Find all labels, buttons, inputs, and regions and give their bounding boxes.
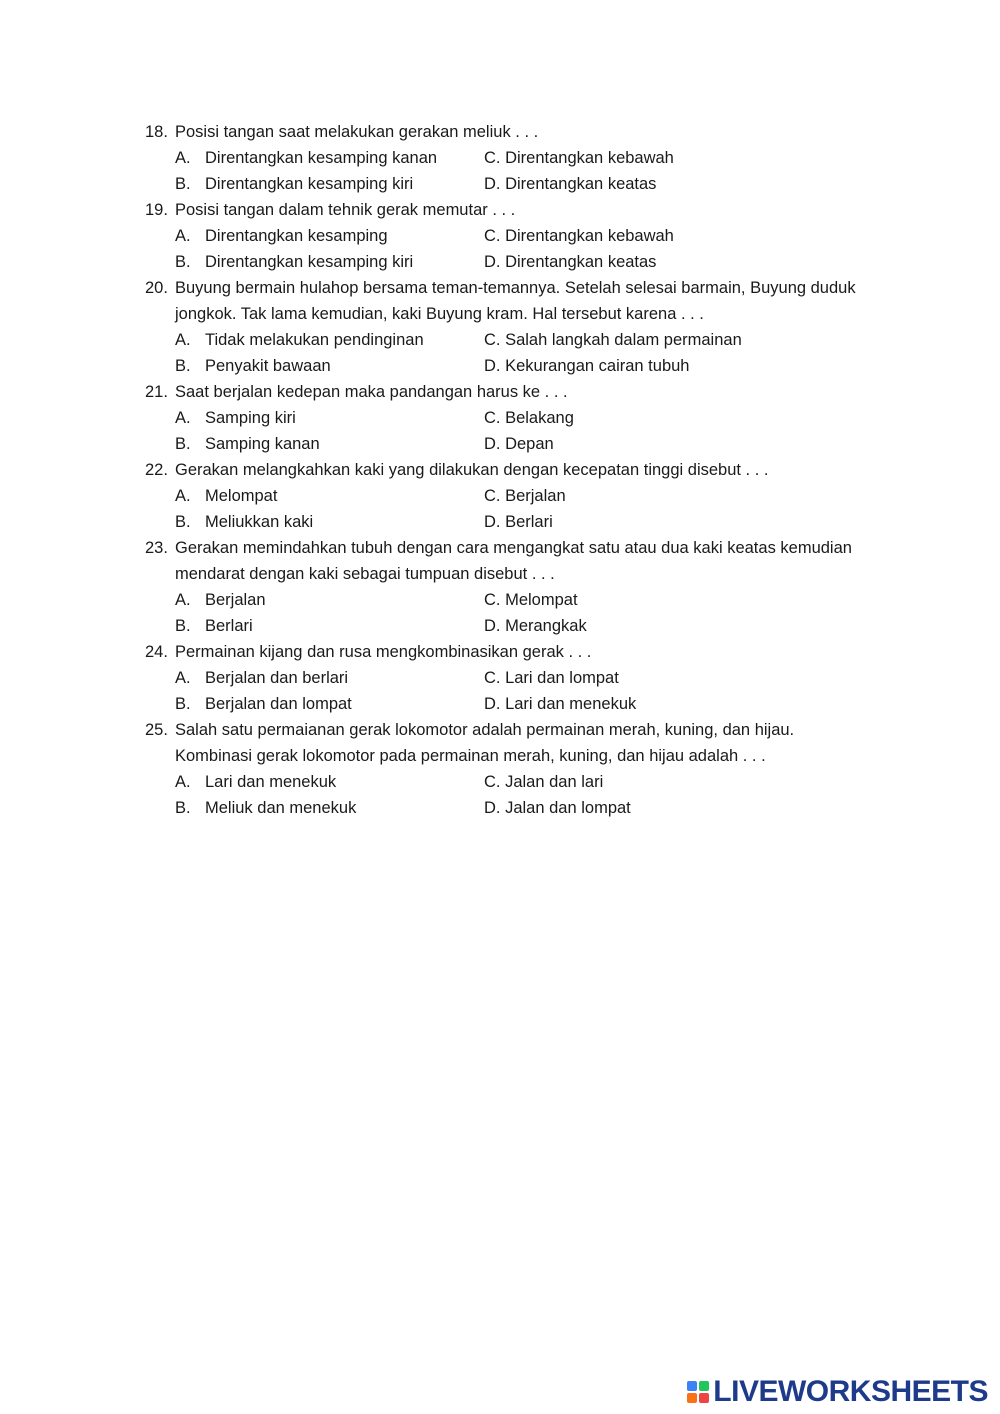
option-c: C. Melompat	[484, 591, 578, 609]
option-d: D. Kekurangan cairan tubuh	[484, 357, 690, 375]
question-24	[0, 639, 1000, 717]
option-row	[175, 431, 1000, 457]
option-a: Direntangkan kesamping	[205, 227, 388, 245]
option-a: Berjalan dan berlari	[205, 669, 349, 687]
question-number: 24.	[145, 643, 168, 661]
logo-tile-4	[699, 1393, 709, 1403]
option-c: C. Direntangkan kebawah	[484, 227, 674, 245]
option-b: Berjalan dan lompat	[205, 695, 352, 713]
option-row	[175, 691, 1000, 717]
option-b-letter: B.	[175, 513, 191, 531]
option-b-letter: B.	[175, 253, 191, 271]
option-a: Samping kiri	[205, 409, 296, 427]
liveworksheets-logo[interactable]	[687, 1374, 988, 1410]
option-a-letter: A.	[175, 591, 191, 609]
question-21	[0, 379, 1000, 457]
option-b: Direntangkan kesamping kiri	[205, 253, 414, 271]
option-a-letter: A.	[175, 669, 191, 687]
option-b: Samping kanan	[205, 435, 320, 453]
question-20	[0, 275, 1000, 379]
option-c: C. Berjalan	[484, 487, 566, 505]
option-a-letter: A.	[175, 409, 191, 427]
option-c: C. Salah langkah dalam permainan	[484, 331, 742, 349]
option-a: Direntangkan kesamping kanan	[205, 149, 438, 167]
option-a: Melompat	[205, 487, 278, 505]
question-text: Gerakan memindahkan tubuh dengan cara mengangkat satu atau dua kaki keatas kemudian mendarat dengan kaki sebagai tumpuan disebut . . .	[175, 539, 852, 583]
option-d: D. Depan	[484, 435, 554, 453]
question-text: Permainan kijang dan rusa mengkombinasikan gerak . . .	[175, 643, 592, 661]
option-b: Direntangkan kesamping kiri	[205, 175, 414, 193]
option-a: Berjalan	[205, 591, 266, 609]
question-25	[0, 717, 1000, 821]
question-18	[0, 119, 1000, 197]
question-22	[0, 457, 1000, 535]
logo-tile-3	[687, 1393, 697, 1403]
option-row	[175, 249, 1000, 275]
question-number: 21.	[145, 383, 168, 401]
question-number: 19.	[145, 201, 168, 219]
logo-tile-2	[699, 1381, 709, 1391]
option-c: C. Lari dan lompat	[484, 669, 619, 687]
logo-tile-1	[687, 1381, 697, 1391]
option-d: D. Lari dan menekuk	[484, 695, 637, 713]
option-a: Lari dan menekuk	[205, 773, 337, 791]
question-number: 18.	[145, 123, 168, 141]
logo-tiles-icon	[687, 1381, 709, 1403]
option-b-letter: B.	[175, 695, 191, 713]
option-b-letter: B.	[175, 357, 191, 375]
option-row	[175, 587, 1000, 613]
option-a-letter: A.	[175, 487, 191, 505]
option-row	[175, 327, 1000, 353]
question-number: 25.	[145, 721, 168, 739]
option-b: Meliuk dan menekuk	[205, 799, 357, 817]
option-a-letter: A.	[175, 331, 191, 349]
worksheet	[0, 119, 1000, 821]
option-row	[175, 145, 1000, 171]
option-row	[175, 405, 1000, 431]
option-row	[175, 483, 1000, 509]
option-b: Penyakit bawaan	[205, 357, 331, 375]
question-text: Posisi tangan saat melakukan gerakan meliuk . . .	[175, 123, 539, 141]
option-d: D. Merangkak	[484, 617, 587, 635]
option-row	[175, 353, 1000, 379]
question-number: 23.	[145, 539, 168, 557]
option-d: D. Berlari	[484, 513, 553, 531]
option-b-letter: B.	[175, 175, 191, 193]
option-row	[175, 171, 1000, 197]
question-19	[0, 197, 1000, 275]
option-row	[175, 665, 1000, 691]
option-row	[175, 509, 1000, 535]
option-a-letter: A.	[175, 227, 191, 245]
option-row	[175, 223, 1000, 249]
option-b-letter: B.	[175, 799, 191, 817]
option-a: Tidak melakukan pendinginan	[205, 331, 424, 349]
option-b: Berlari	[205, 617, 253, 635]
option-a-letter: A.	[175, 773, 191, 791]
option-row	[175, 795, 1000, 821]
question-23	[0, 535, 1000, 639]
option-row	[175, 769, 1000, 795]
question-text: Gerakan melangkahkan kaki yang dilakukan dengan kecepatan tinggi disebut . . .	[175, 461, 769, 479]
question-number: 22.	[145, 461, 168, 479]
logo-text: LIVEWORKSHEETS	[713, 1375, 988, 1408]
question-number: 20.	[145, 279, 168, 297]
option-d: D. Direntangkan keatas	[484, 175, 657, 193]
option-d: D. Direntangkan keatas	[484, 253, 657, 271]
option-row	[175, 613, 1000, 639]
question-text: Posisi tangan dalam tehnik gerak memutar . . .	[175, 201, 516, 219]
option-c: C. Direntangkan kebawah	[484, 149, 674, 167]
question-text: Buyung bermain hulahop bersama teman-temannya. Setelah selesai barmain, Buyung duduk jongkok. Tak lama kemudian, kaki Buyung kram. Hal tersebut karena . . .	[175, 279, 856, 323]
question-text: Saat berjalan kedepan maka pandangan harus ke . . .	[175, 383, 568, 401]
option-d: D. Jalan dan lompat	[484, 799, 631, 817]
option-c: C. Belakang	[484, 409, 574, 427]
option-a-letter: A.	[175, 149, 191, 167]
option-b: Meliukkan kaki	[205, 513, 314, 531]
option-b-letter: B.	[175, 617, 191, 635]
option-c: C. Jalan dan lari	[484, 773, 604, 791]
option-b-letter: B.	[175, 435, 191, 453]
question-text: Salah satu permaianan gerak lokomotor adalah permainan merah, kuning, dan hijau. Kombinasi gerak lokomotor pada permainan merah, kuning, dan hijau adalah . . .	[175, 721, 795, 765]
